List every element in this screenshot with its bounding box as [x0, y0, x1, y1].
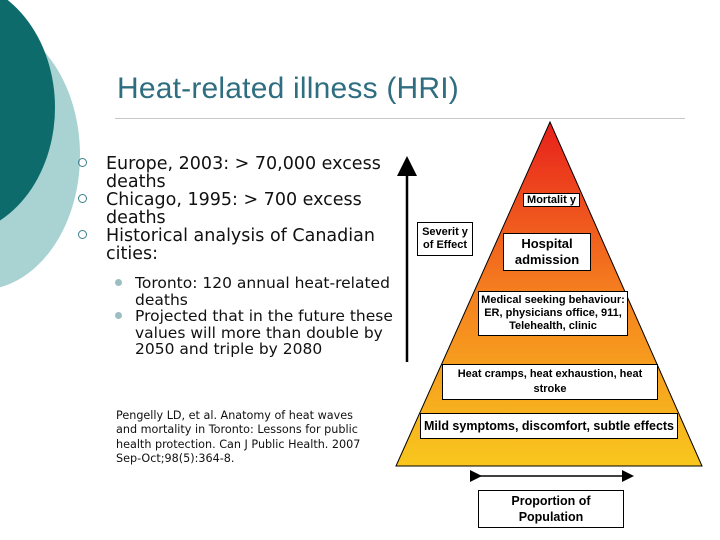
pyramid-level-mortality: Mortalit y	[523, 193, 580, 207]
severity-label: Severit y of Effect	[417, 222, 473, 256]
pyramid-level-hospital: Hospital admission	[503, 233, 591, 271]
sub-bullet-text: Toronto: 120 annual heat-related deaths	[135, 274, 390, 309]
bullet-text: Chicago, 1995: > 700 excess deaths	[106, 190, 362, 228]
citation-text: Pengelly LD, et al. Anatomy of heat waves and mortality in Toronto: Lessons for public health protection. Can J Public Health. 2007 Sep-Oct;98(5):364-8.	[116, 409, 361, 466]
pyramid-level-mild: Mild symptoms, discomfort, subtle effects	[420, 413, 678, 439]
population-label: Proportion of Population	[478, 490, 624, 528]
pyramid-level-medical: Medical seeking behaviour: ER, physicians office, 911, Telehealth, clinic	[478, 291, 628, 336]
sub-bullet-text: Projected that in the future these values will more than double by 2050 and triple by 2080	[135, 307, 393, 358]
bullet-text: Europe, 2003: > 70,000 excess deaths	[106, 154, 381, 192]
pyramid-level-heat-illness: Heat cramps, heat exhaustion, heat stroke	[442, 364, 658, 400]
bullet-text: Historical analysis of Canadian cities:	[106, 226, 375, 264]
slide-title: Heat-related illness (HRI)	[117, 72, 459, 105]
